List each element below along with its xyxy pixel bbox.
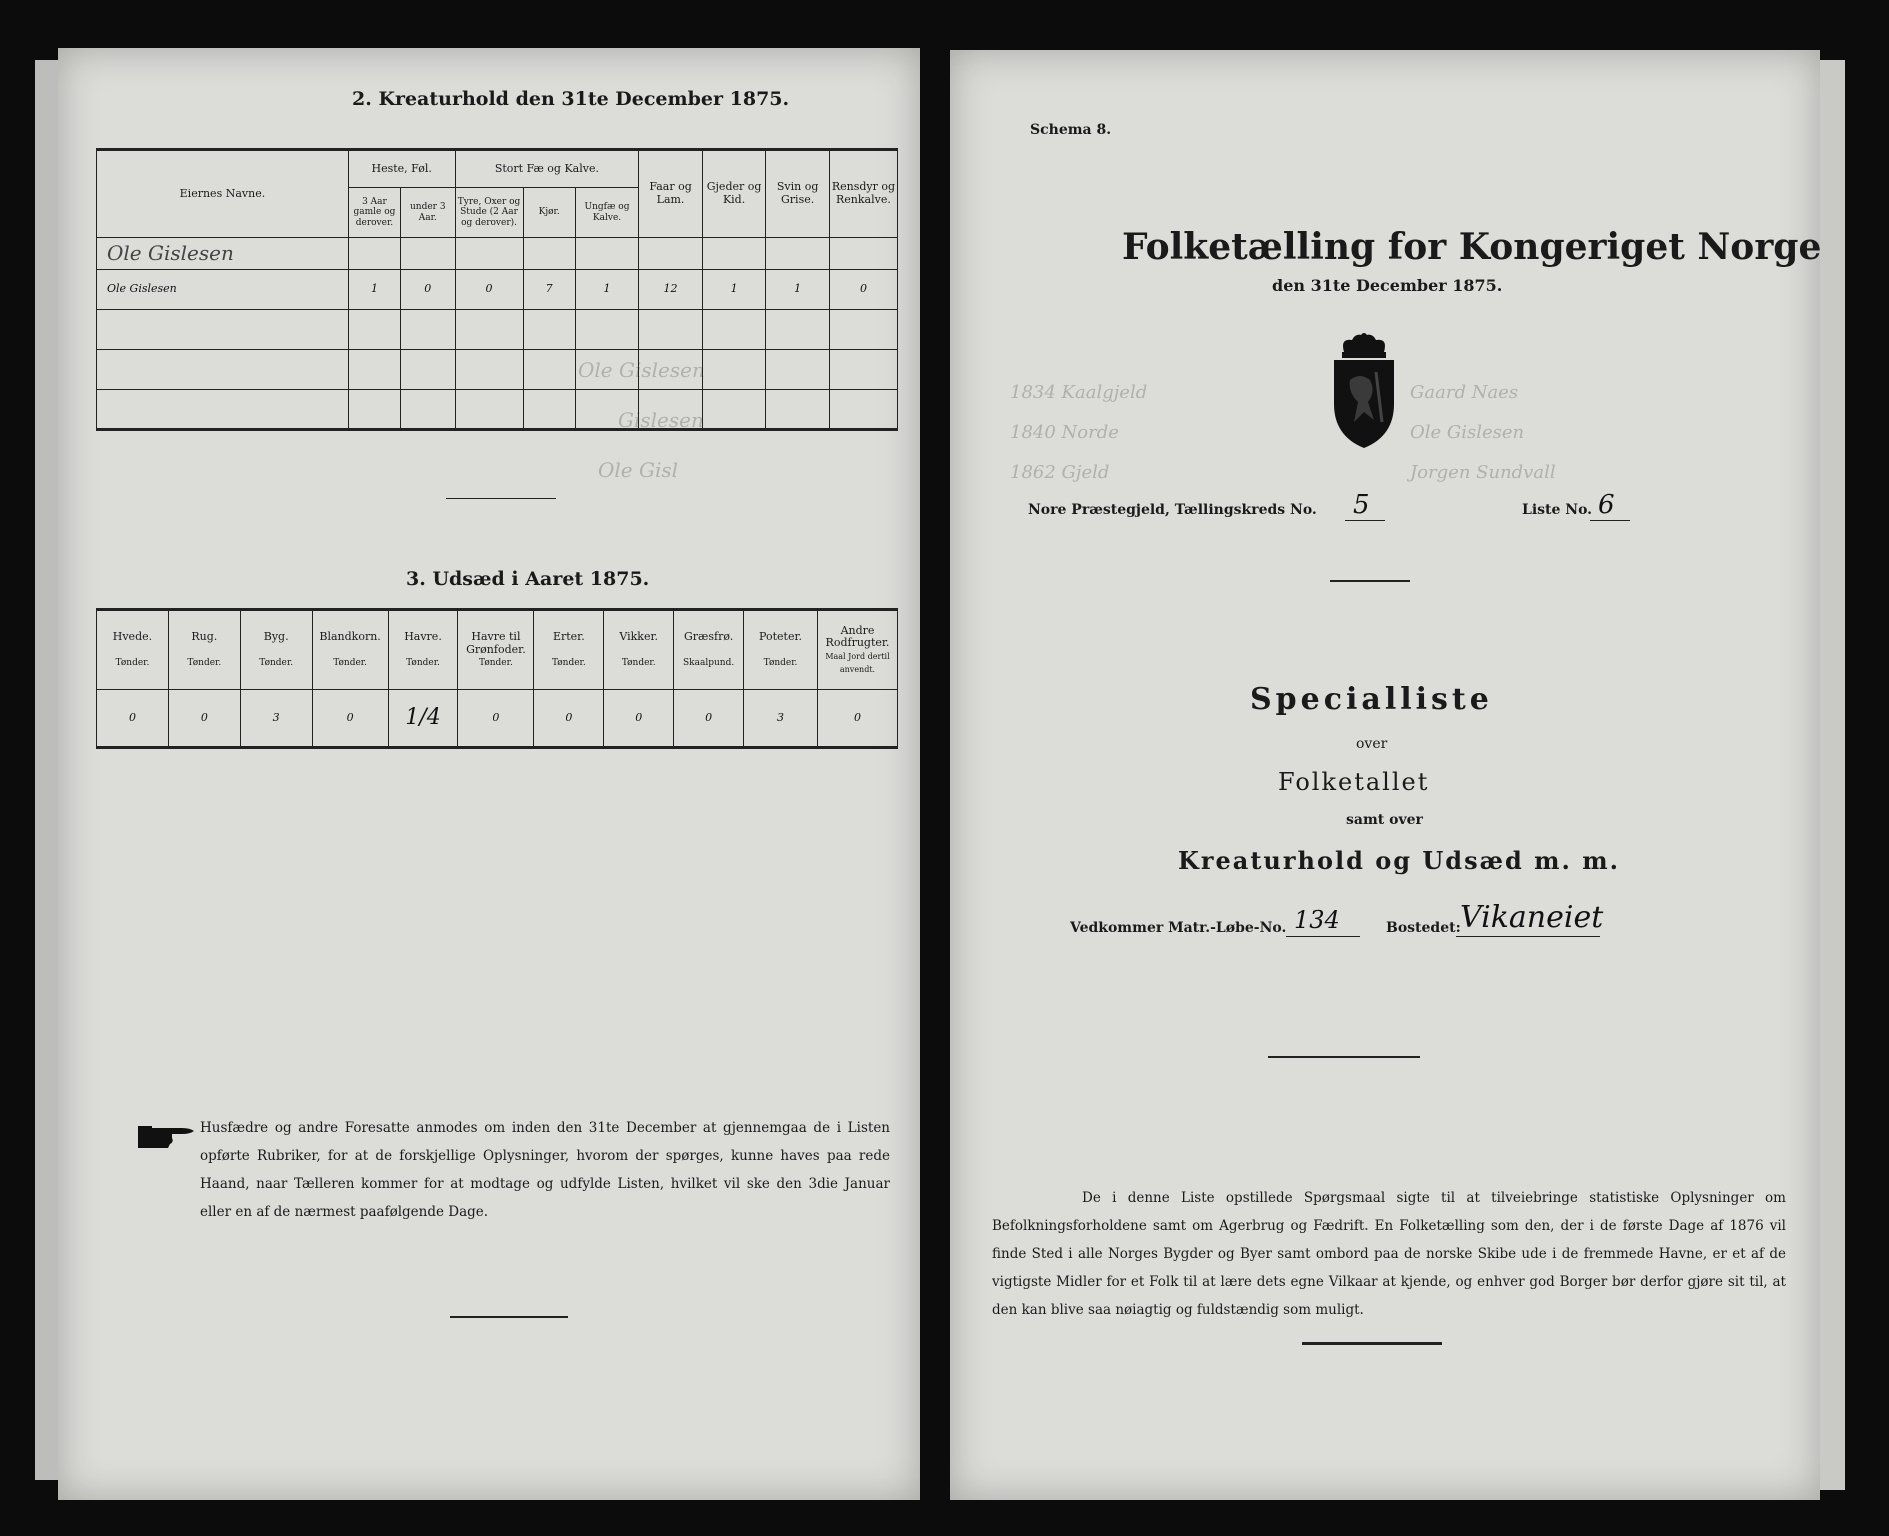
value-cell: 1 xyxy=(348,270,400,310)
liste-label: Liste No. xyxy=(1522,502,1593,518)
over-text: over xyxy=(1356,736,1388,752)
separator-line xyxy=(450,1316,568,1318)
matr-label: Vedkommer Matr.-Løbe-No. xyxy=(1070,920,1287,936)
header-stort-fae: Stort Fæ og Kalve. xyxy=(455,150,639,188)
value-cell: 1 xyxy=(766,270,830,310)
table-row xyxy=(97,690,898,748)
header-svin: Svin og Grise. xyxy=(766,150,830,238)
right-page xyxy=(950,50,1820,1500)
value-cell: 0 xyxy=(168,690,240,748)
specialliste-heading: Specialliste xyxy=(1250,682,1493,717)
header-ungfae: Ungfæ og Kalve. xyxy=(575,188,639,238)
underline xyxy=(1345,520,1385,521)
folketallet-heading: Folketallet xyxy=(1278,768,1430,796)
kreds-no-value: 5 xyxy=(1353,490,1370,520)
header-rug: Rug. Tønder. xyxy=(168,610,240,690)
header-under3: under 3 Aar. xyxy=(401,188,455,238)
underline xyxy=(1590,520,1630,521)
header-kjor: Kjør. xyxy=(523,188,575,238)
table-row xyxy=(97,310,898,350)
page-title: Folketælling for Kongeriget Norge xyxy=(1122,226,1822,268)
value-cell: 0 xyxy=(455,270,523,310)
header-faar: Faar og Lam. xyxy=(639,150,703,238)
left-page xyxy=(58,48,920,1500)
table-row xyxy=(97,238,898,270)
value-cell: 1 xyxy=(702,270,766,310)
udsaed-table xyxy=(96,608,898,749)
table-row xyxy=(97,350,898,390)
value-cell: 0 xyxy=(312,690,388,748)
header-tyre: Tyre, Oxer og Stude (2 Aar og derover). xyxy=(455,188,523,238)
header-hvede: Hvede. Tønder. xyxy=(97,610,169,690)
header-eiernes-navne: Eiernes Navne. xyxy=(97,150,349,238)
header-rensdyr: Rensdyr og Renkalve. xyxy=(829,150,897,238)
header-blandkorn: Blandkorn. Tønder. xyxy=(312,610,388,690)
separator-line xyxy=(1302,1342,1442,1345)
bleed-through-text: Ole Gislesen xyxy=(1410,422,1525,443)
schema-label: Schema 8. xyxy=(1030,122,1112,138)
table-row xyxy=(97,390,898,430)
separator-line xyxy=(1268,1056,1420,1058)
bleed-through-text: Gaard Naes xyxy=(1410,382,1519,403)
header-erter: Erter. Tønder. xyxy=(534,610,604,690)
value-cell: 7 xyxy=(523,270,575,310)
table-row xyxy=(97,270,898,310)
header-3aar: 3 Aar gamle og derover. xyxy=(348,188,400,238)
value-cell: 3 xyxy=(744,690,818,748)
notice-text: Husfædre og andre Foresatte anmodes om inden den 31te December at gjennemgaa de i Listen opførte Rubriker, for at de forskjellige Oplysninger, hvorom der spørges, kunne haves paa rede Haand, naar Tælleren kommer for at modtage og udfylde Listen, hvilket vil ske den 3die Januar eller en af de nærmest paafølgende Dage. xyxy=(200,1120,890,1220)
separator-line xyxy=(446,498,556,499)
value-cell: 0 xyxy=(674,690,744,748)
owner-name-cell: Ole Gislesen xyxy=(97,270,349,310)
udsaed-title: 3. Udsæd i Aaret 1875. xyxy=(406,568,650,590)
page-subtitle: den 31te December 1875. xyxy=(1272,276,1503,295)
samt-over-text: samt over xyxy=(1346,812,1423,828)
value-cell: 0 xyxy=(458,690,534,748)
bostedet-value: Vikaneiet xyxy=(1460,900,1604,935)
header-graesfro: Græsfrø. Skaalpund. xyxy=(674,610,744,690)
liste-no-value: 6 xyxy=(1598,490,1615,520)
bleed-through-text: Jorgen Sundvall xyxy=(1410,462,1556,483)
bleed-through-text: 1840 Norde xyxy=(1010,422,1119,443)
value-cell: 0 xyxy=(97,690,169,748)
norwegian-coat-of-arms-icon xyxy=(1326,332,1402,456)
underline xyxy=(1286,936,1360,937)
header-havre-gronfoder: Havre til Grønfoder. Tønder. xyxy=(458,610,534,690)
underline xyxy=(1456,936,1600,937)
value-cell: 1/4 xyxy=(388,690,458,748)
prestegjeld-label: Nore Præstegjeld, Tællingskreds No. xyxy=(1028,502,1317,518)
value-cell: 0 xyxy=(401,270,455,310)
value-cell: 0 xyxy=(604,690,674,748)
kreaturhold-heading: Kreaturhold og Udsæd m. m. xyxy=(1178,846,1620,875)
header-heste: Heste, Føl. xyxy=(348,150,455,188)
value-cell: 12 xyxy=(639,270,703,310)
value-cell: 0 xyxy=(534,690,604,748)
bleed-through-text: 1862 Gjeld xyxy=(1010,462,1110,483)
pointing-hand-icon xyxy=(138,1118,196,1156)
header-havre: Havre. Tønder. xyxy=(388,610,458,690)
header-byg: Byg. Tønder. xyxy=(240,610,312,690)
value-cell: 3 xyxy=(240,690,312,748)
matr-no-value: 134 xyxy=(1294,906,1340,934)
kreaturhold-table xyxy=(96,148,898,431)
owner-name-cell: Ole Gislesen xyxy=(97,238,349,270)
value-cell: 0 xyxy=(829,270,897,310)
bostedet-label: Bostedet: xyxy=(1386,920,1461,936)
bleed-through-text: Ole Gislesen xyxy=(578,358,705,382)
bleed-through-text: 1834 Kaalgjeld xyxy=(1010,382,1148,403)
header-andre-rodfrugter: Andre Rodfrugter. Maal Jord dertil anvendt. xyxy=(817,610,897,690)
value-cell: 1 xyxy=(575,270,639,310)
header-gjeder: Gjeder og Kid. xyxy=(702,150,766,238)
bleed-through-text: Ole Gisl xyxy=(598,458,679,482)
kreaturhold-title: 2. Kreaturhold den 31te December 1875. xyxy=(352,88,790,110)
value-cell: 0 xyxy=(817,690,897,748)
bleed-through-text: Gislesen xyxy=(618,408,704,432)
header-poteter: Poteter. Tønder. xyxy=(744,610,818,690)
separator-line xyxy=(1330,580,1410,582)
header-vikker: Vikker. Tønder. xyxy=(604,610,674,690)
intro-paragraph: De i denne Liste opstillede Spørgsmaal sigte til at tilveiebringe statistiske Oplysninger om Befolkningsforholdene samt om Agerbrug og Fædrift. En Folketælling som den, der i de første Dage af 1876 vil finde Sted i alle Norges Bygder og Byer samt ombord paa de norske Skibe ude i de fremmede Havne, er et af de vigtigste Midler for et Folk til at lære dets egne Vilkaar at kjende, og enhver god Borger bør derfor gjøre sit til, at den kan blive saa nøiagtig og fuldstændig som muligt. xyxy=(992,1190,1786,1318)
